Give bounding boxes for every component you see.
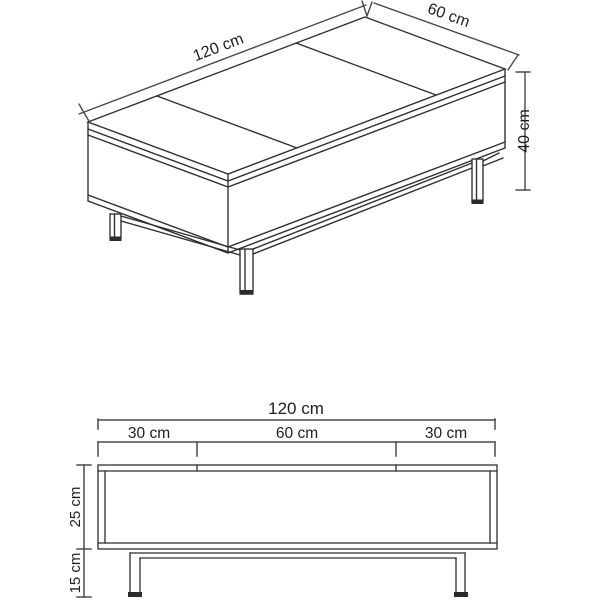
elevation-body [98,465,497,549]
rail-left-top [121,216,240,250]
elevation-legs [128,553,468,597]
depth-label: 60 cm [425,0,472,32]
dimension-depth-tick-right [508,55,518,70]
perspective-view [79,0,533,294]
length-label: 120 cm [190,30,246,66]
total-width-label: 120 cm [268,399,324,418]
dimension-segments [98,425,495,456]
rail-left-bottom [121,221,240,255]
leg-left [110,214,121,238]
segment-right-label: 30 cm [424,425,468,442]
rail-front-bottom [253,168,472,254]
left-leg-foot [128,592,142,597]
segment-middle-label: 60 cm [275,425,319,442]
tabletop-surface [88,17,505,174]
rail-front-top [253,163,472,249]
body-height-label: 25 cm [67,486,84,528]
rail-right-top [483,153,499,161]
leg-front-foot [240,290,254,295]
segment-left-label: 30 cm [127,425,171,442]
height-label: 40 cm [516,109,533,153]
body-outline [98,465,497,549]
leg-left-foot [110,237,122,242]
dimension-height [516,72,533,190]
leg-right-foot [472,200,484,205]
dimension-depth-tick-left [367,2,372,16]
dimension-body-height [67,465,91,549]
leg-front [240,249,253,292]
tabletop [88,17,505,187]
dimension-leg-height [67,549,91,597]
leg-right [472,159,483,201]
right-leg-foot [454,592,468,597]
dimension-length-tick-right [362,1,367,16]
leg-height-label: 15 cm [67,552,84,594]
elevation-view [67,399,497,597]
